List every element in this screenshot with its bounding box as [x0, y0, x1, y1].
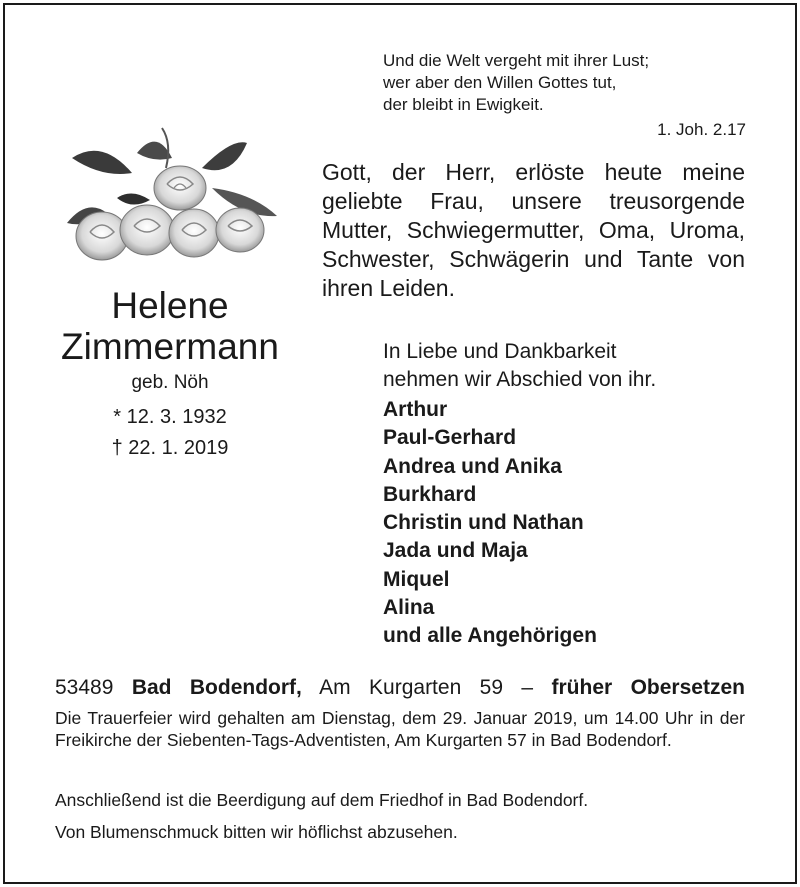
family-member: Miquel: [383, 567, 450, 591]
address-street: Am Kurgarten 59 –: [319, 676, 534, 699]
intro-text: Gott, der Herr, erlöste heute meine geliebte Frau, unsere treusorgende Mutter, Schwiegermutter, Oma, Uroma, Schwester, Schwägerin und Tante von ihren Leiden.: [322, 159, 745, 301]
family-member: Alina: [383, 596, 435, 620]
verse-line: wer aber den Willen Gottes tut,: [383, 73, 617, 92]
verse-line: Und die Welt vergeht mit ihrer Lust;: [383, 51, 650, 70]
verse-reference: 1. Joh. 2.17: [657, 120, 746, 139]
deceased-last-name: Zimmermann: [61, 326, 279, 367]
service-text: Die Trauerfeier wird gehalten am Dienstag, dem 29. Januar 2019, um 14.00 Uhr in der Freikirche der Siebenten-Tags-Adventisten, Am Kurgarten 57 in Bad Bodendorf.: [55, 708, 745, 750]
flowers-text: Von Blumenschmuck bitten wir höflichst abzusehen.: [55, 822, 458, 842]
family-list: [383, 396, 597, 651]
bible-verse: [383, 50, 649, 116]
family-member: Christin und Nathan: [383, 511, 584, 535]
verse-line: der bleibt in Ewigkeit.: [383, 95, 544, 114]
birth-date: * 12. 3. 1932: [113, 406, 227, 428]
family-member: Paul-Gerhard: [383, 426, 517, 450]
address-town: Bad Bodendorf,: [131, 676, 302, 699]
thanks-text: [383, 338, 656, 394]
address-postcode: 53489: [55, 676, 114, 699]
family-member: Jada und Maja: [383, 539, 528, 563]
family-member: Burkhard: [383, 482, 477, 506]
deceased-first-name: Helene: [111, 285, 229, 326]
burial-text: Anschließend ist die Beerdigung auf dem Friedhof in Bad Bodendorf.: [55, 790, 589, 810]
address-former: früher Obersetzen: [551, 676, 745, 699]
maiden-name: geb. Nöh: [131, 372, 209, 393]
thanks-line: In Liebe und Dankbarkeit: [383, 340, 617, 363]
address-line: [55, 676, 745, 700]
death-date: † 22. 1. 2019: [111, 437, 229, 459]
family-member: Arthur: [383, 398, 448, 421]
family-member: Andrea und Anika: [383, 454, 562, 478]
roses-image: [62, 118, 282, 268]
family-member: und alle Angehörigen: [383, 624, 597, 648]
thanks-line: nehmen wir Abschied von ihr.: [383, 368, 657, 391]
